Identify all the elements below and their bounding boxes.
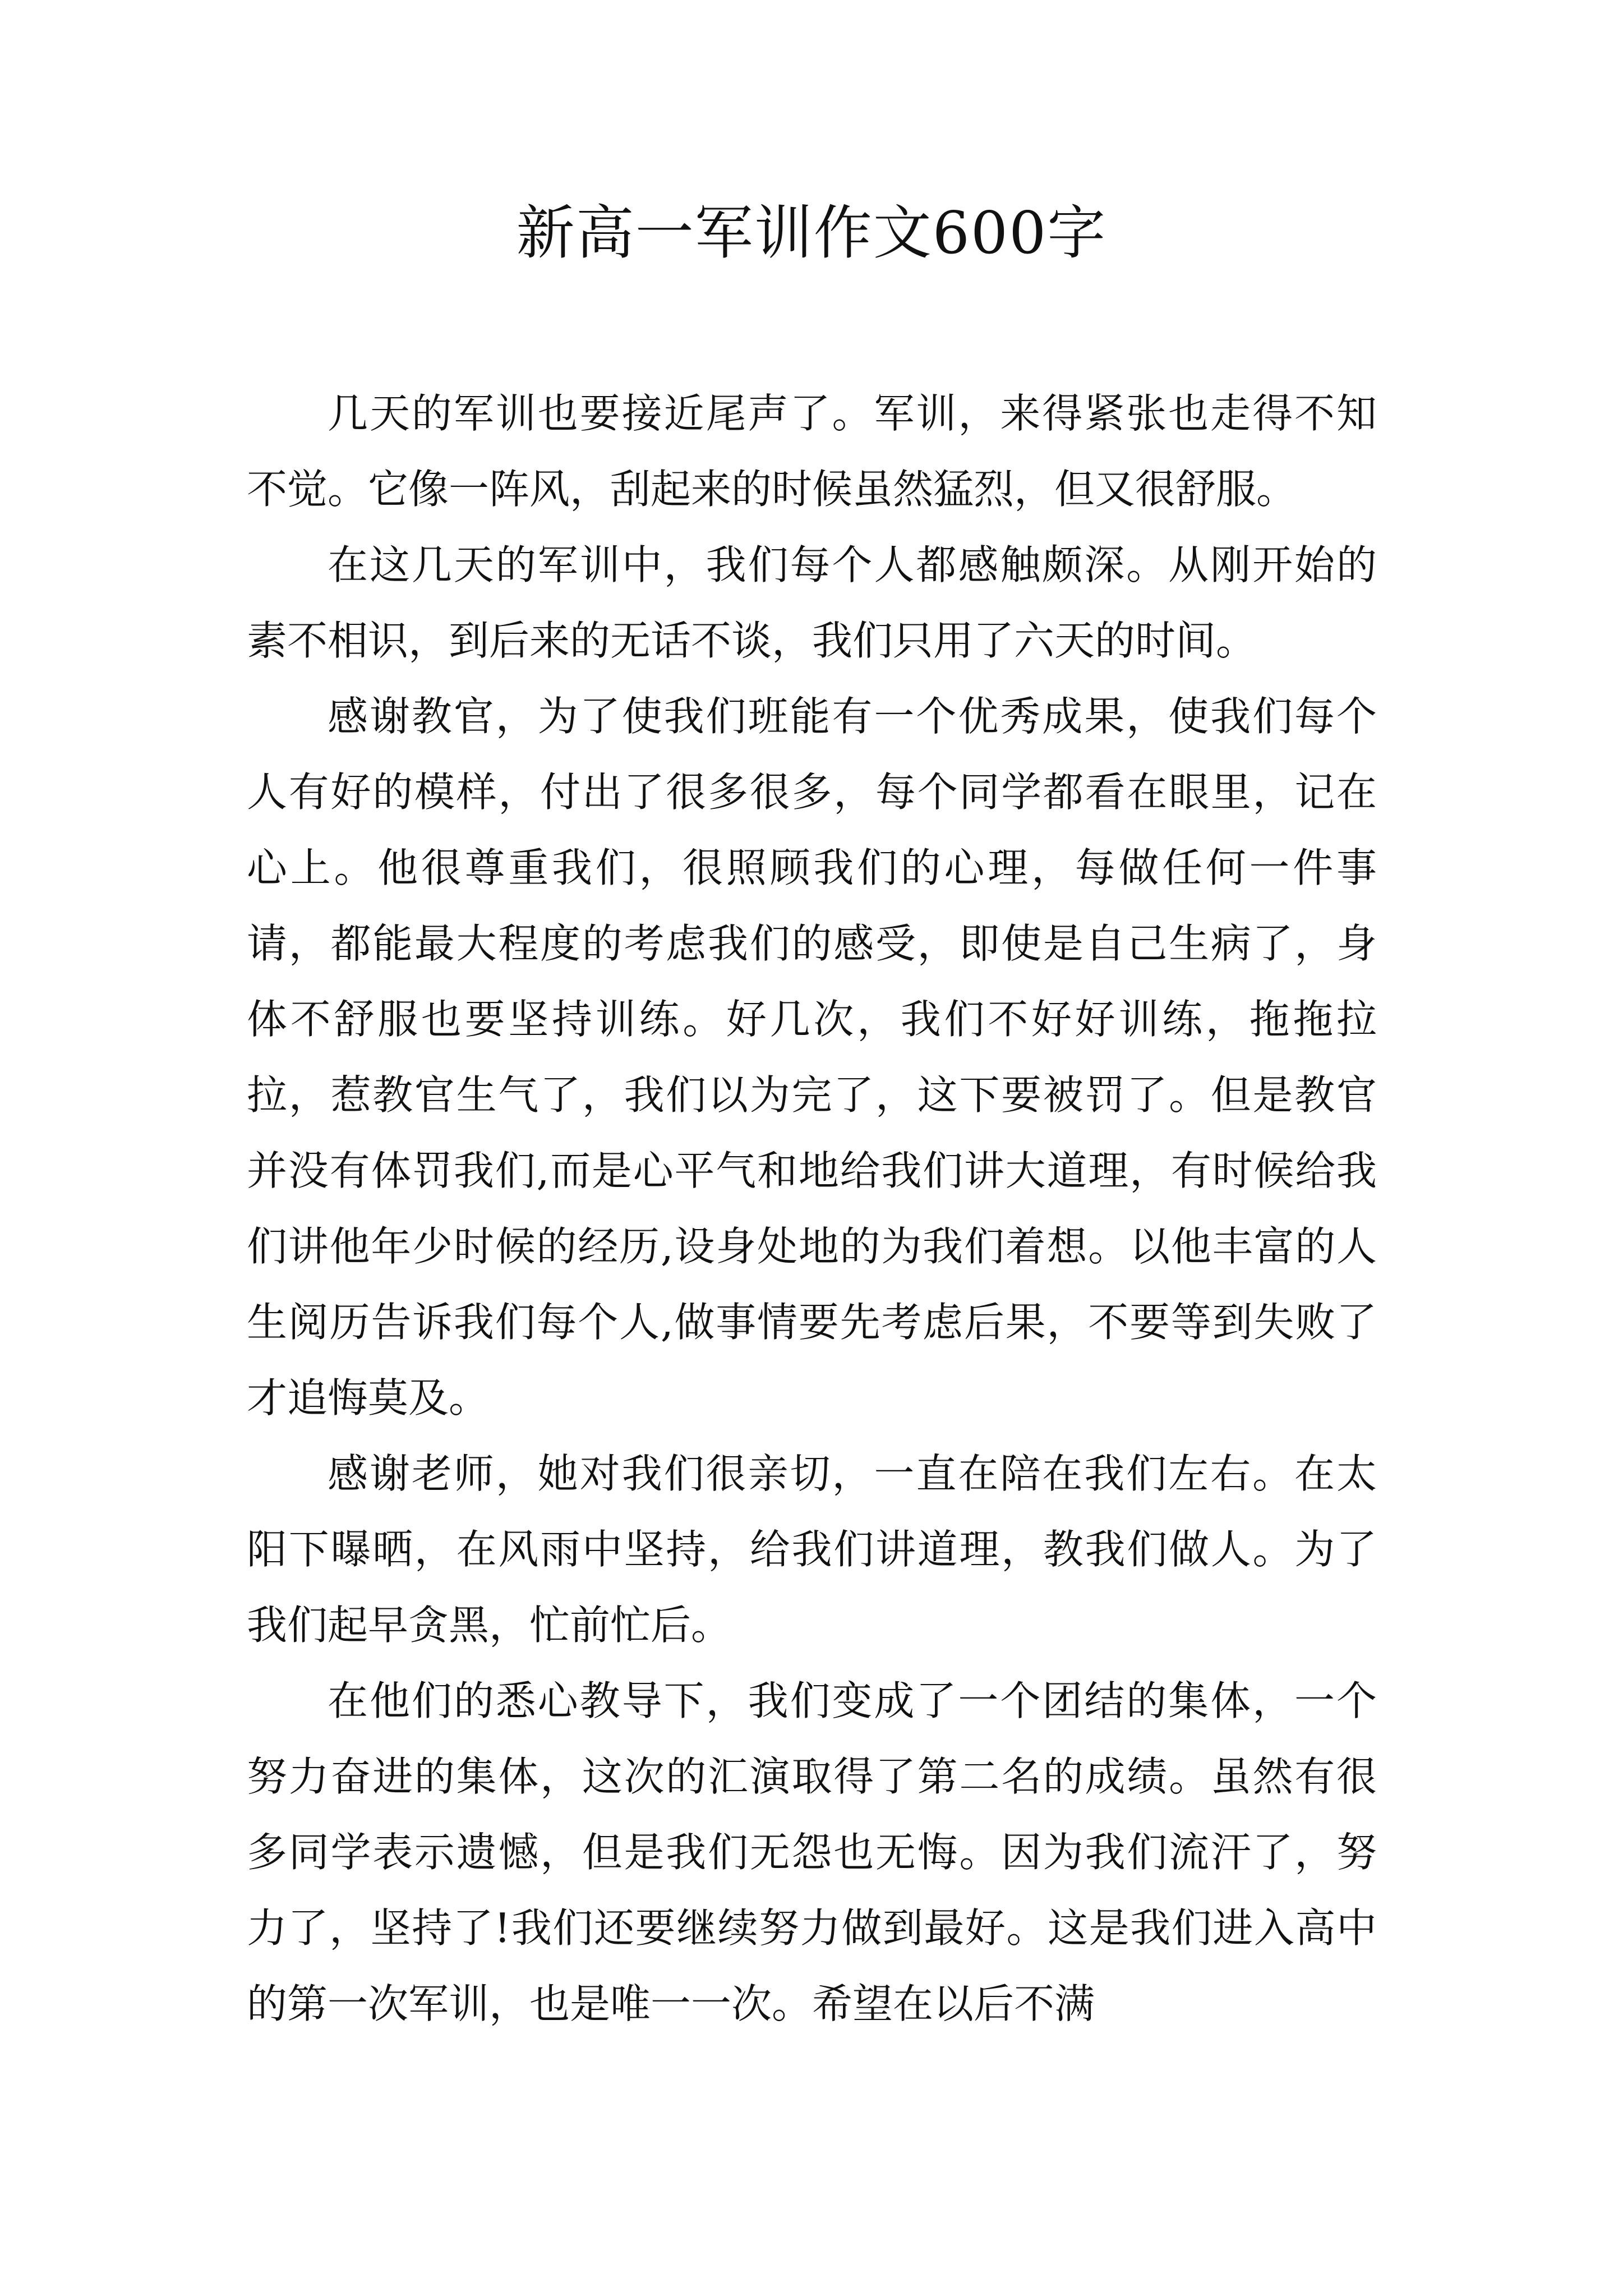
paragraph-3: 感谢教官，为了使我们班能有一个优秀成果，使我们每个人有好的模样，付出了很多很多，每个同学都看在眼里，记在心上。他很尊重我们，很照顾我们的心理，每做任何一件事请，都能最大程度的考虑我们的感受，即使是自己生病了，身体不舒服也要坚持训练。好几次，我们不好好训练，拖拖拉拉，惹教官生气了，我们以为完了，这下要被罚了。但是教官并没有体罚我们,而是心平气和地给我们讲大道理，有时候给我们讲他年少时候的经历,设身处地的为我们着想。以他丰富的人生阅历告诉我们每个人,做事情要先考虑后果，不要等到失败了才追悔莫及。 (247, 693, 1377, 1421)
paragraph-4: 感谢老师，她对我们很亲切，一直在陪在我们左右。在太阳下曝晒，在风雨中坚持，给我们讲道理，教我们做人。为了我们起早贪黑，忙前忙后。 (247, 1450, 1377, 1649)
paragraph-1: 几天的军训也要接近尾声了。军训，来得紧张也走得不知不觉。它像一阵风，刮起来的时候虽然猛烈，但又很舒服。 (247, 390, 1377, 513)
paragraph-5: 在他们的悉心教导下，我们变成了一个团结的集体，一个努力奋进的集体，这次的汇演取得了第二名的成绩。虽然有很多同学表示遗憾，但是我们无怨也无悔。因为我们流汗了，努力了，坚持了!我们还要继续努力做到最好。这是我们进入高中的第一次军训，也是唯一一次。希望在以后不满 (247, 1677, 1377, 2027)
paragraph-2: 在这几天的军训中，我们每个人都感触颇深。从刚开始的素不相识，到后来的无话不谈，我们只用了六天的时间。 (247, 541, 1377, 664)
document-title: 新高一军训作文600字 (516, 199, 1107, 267)
document-body (247, 376, 1377, 2042)
